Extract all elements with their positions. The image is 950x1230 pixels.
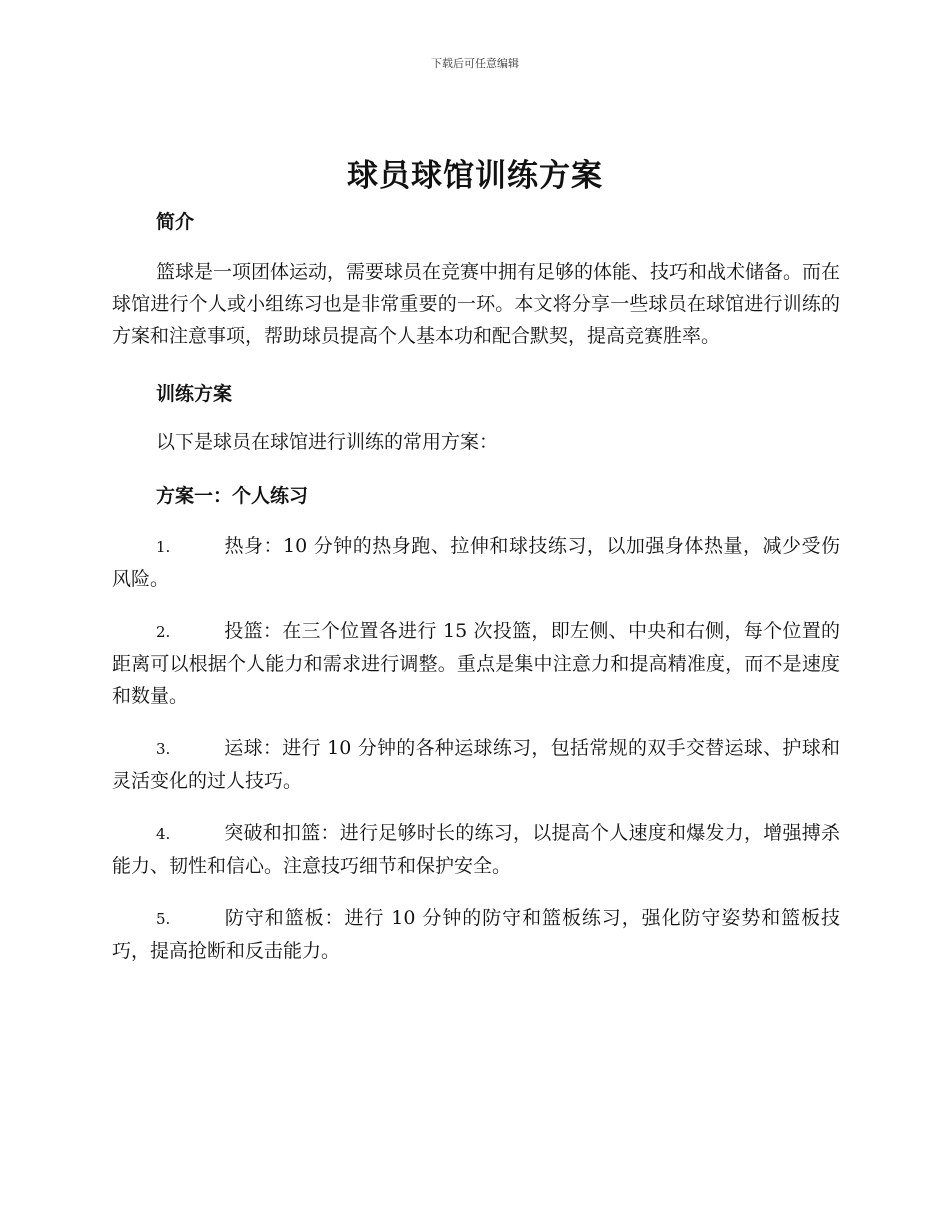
list-item [112, 615, 840, 712]
list-item-text: 运球：进行 10 分钟的各种运球练习，包括常规的双手交替运球、护球和灵活变化的过人技巧。 [112, 737, 840, 792]
list-item [112, 530, 840, 595]
list-item [112, 732, 840, 797]
section-heading-intro: 简介 [156, 211, 195, 233]
document-body [112, 200, 840, 967]
list-item-number: 4. [156, 825, 171, 843]
document-title: 球员球馆训练方案 [347, 158, 603, 194]
section-heading-plan: 训练方案 [156, 383, 233, 405]
list-item-text: 防守和篮板：进行 10 分钟的防守和篮板练习，强化防守姿势和篮板技巧，提高抢断和反击能力。 [112, 907, 840, 962]
section-heading-plan-one: 方案一：个人练习 [156, 485, 309, 507]
list-item-text: 突破和扣篮：进行足够时长的练习，以提高个人速度和爆发力，增强搏杀能力、韧性和信心。注意技巧细节和保护安全。 [112, 822, 840, 877]
list-item-text: 热身：10 分钟的热身跑、拉伸和球技练习，以加强身体热量，减少受伤风险。 [112, 535, 840, 590]
plan-intro-paragraph: 以下是球员在球馆进行训练的常用方案： [156, 431, 499, 453]
list-item-number: 5. [156, 910, 171, 928]
list-item-number: 3. [156, 740, 171, 758]
list-item-text: 投篮：在三个位置各进行 15 次投篮，即左侧、中央和右侧，每个位置的距离可以根据个人能力和需求进行调整。重点是集中注意力和提高精准度，而不是速度和数量。 [112, 620, 840, 707]
header-note: 下载后可任意编辑 [431, 57, 519, 70]
list-item-number: 1. [156, 538, 171, 556]
intro-paragraph: 篮球是一项团体运动，需要球员在竞赛中拥有足够的体能、技巧和战术储备。而在球馆进行个人或小组练习也是非常重要的一环。本文将分享一些球员在球馆进行训练的方案和注意事项，帮助球员提高个人基本功和配合默契，提高竞赛胜率。 [112, 261, 841, 347]
list-item [112, 902, 840, 967]
list-item-number: 2. [156, 623, 171, 641]
list-item [112, 817, 840, 882]
